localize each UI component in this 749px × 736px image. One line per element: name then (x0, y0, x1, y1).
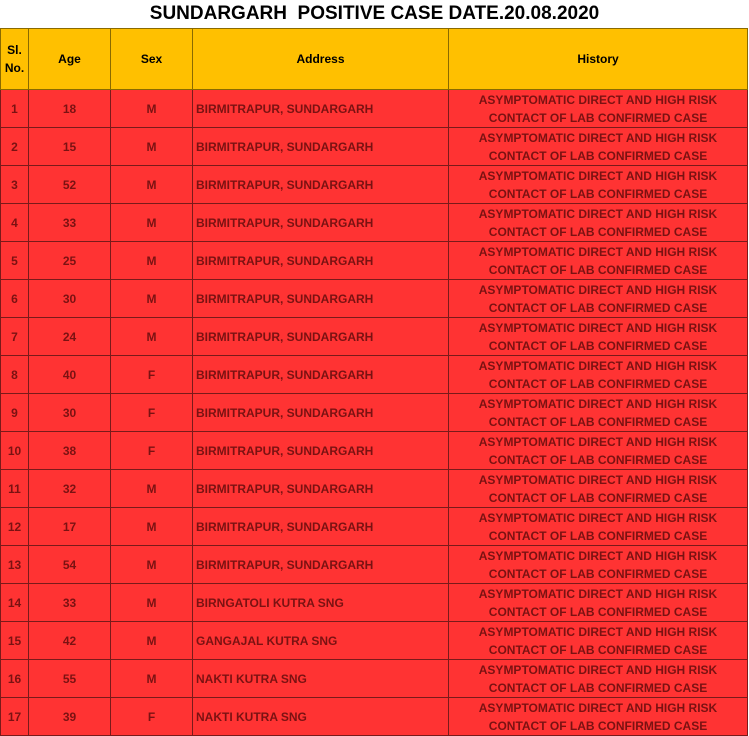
cell-address: GANGAJAL KUTRA SNG (193, 622, 449, 660)
cell-sl-no: 12 (1, 508, 29, 546)
cell-address: BIRMITRAPUR, SUNDARGARH (193, 356, 449, 394)
cell-address: BIRMITRAPUR, SUNDARGARH (193, 394, 449, 432)
cell-history: ASYMPTOMATIC DIRECT AND HIGH RISK CONTACT OF LAB CONFIRMED CASE (449, 166, 748, 204)
cell-age: 42 (29, 622, 111, 660)
cell-address: BIRMITRAPUR, SUNDARGARH (193, 432, 449, 470)
cell-age: 40 (29, 356, 111, 394)
table-row (1, 584, 748, 622)
cell-address: BIRMITRAPUR, SUNDARGARH (193, 90, 449, 128)
cell-sl-no: 14 (1, 584, 29, 622)
cell-sex: M (111, 660, 193, 698)
cell-age: 15 (29, 128, 111, 166)
cell-sex: M (111, 166, 193, 204)
table-row (1, 622, 748, 660)
cell-history: ASYMPTOMATIC DIRECT AND HIGH RISK CONTACT OF LAB CONFIRMED CASE (449, 584, 748, 622)
cell-sl-no: 17 (1, 698, 29, 736)
cell-sl-no: 6 (1, 280, 29, 318)
cell-sex: M (111, 242, 193, 280)
cell-age: 25 (29, 242, 111, 280)
cell-history: ASYMPTOMATIC DIRECT AND HIGH RISK CONTACT OF LAB CONFIRMED CASE (449, 394, 748, 432)
cell-sex: M (111, 584, 193, 622)
cell-history: ASYMPTOMATIC DIRECT AND HIGH RISK CONTACT OF LAB CONFIRMED CASE (449, 432, 748, 470)
table-header-row (1, 29, 748, 90)
cell-address: BIRNGATOLI KUTRA SNG (193, 584, 449, 622)
cell-history: ASYMPTOMATIC DIRECT AND HIGH RISK CONTACT OF LAB CONFIRMED CASE (449, 622, 748, 660)
cell-sl-no: 7 (1, 318, 29, 356)
positive-case-table (0, 28, 748, 736)
cell-sex: M (111, 90, 193, 128)
cell-address: BIRMITRAPUR, SUNDARGARH (193, 508, 449, 546)
cell-address: BIRMITRAPUR, SUNDARGARH (193, 204, 449, 242)
cell-address: BIRMITRAPUR, SUNDARGARH (193, 280, 449, 318)
cell-address: BIRMITRAPUR, SUNDARGARH (193, 546, 449, 584)
cell-sex: F (111, 356, 193, 394)
cell-age: 52 (29, 166, 111, 204)
header-sex: Sex (111, 29, 193, 90)
cell-age: 33 (29, 584, 111, 622)
cell-sex: F (111, 698, 193, 736)
cell-history: ASYMPTOMATIC DIRECT AND HIGH RISK CONTACT OF LAB CONFIRMED CASE (449, 280, 748, 318)
table-row (1, 470, 748, 508)
cell-sex: F (111, 394, 193, 432)
cell-sl-no: 4 (1, 204, 29, 242)
cell-sex: M (111, 622, 193, 660)
header-history: History (449, 29, 748, 90)
table-row (1, 242, 748, 280)
cell-sl-no: 3 (1, 166, 29, 204)
cell-age: 55 (29, 660, 111, 698)
document-title: SUNDARGARH POSITIVE CASE DATE.20.08.2020 (149, 3, 600, 24)
cell-address: NAKTI KUTRA SNG (193, 698, 449, 736)
cell-address: BIRMITRAPUR, SUNDARGARH (193, 470, 449, 508)
cell-history: ASYMPTOMATIC DIRECT AND HIGH RISK CONTACT OF LAB CONFIRMED CASE (449, 546, 748, 584)
cell-address: BIRMITRAPUR, SUNDARGARH (193, 166, 449, 204)
header-age: Age (29, 29, 111, 90)
header-sl-no: Sl. No. (1, 29, 29, 90)
cell-age: 24 (29, 318, 111, 356)
table-row (1, 698, 748, 736)
table-row (1, 356, 748, 394)
cell-age: 18 (29, 90, 111, 128)
cell-history: ASYMPTOMATIC DIRECT AND HIGH RISK CONTACT OF LAB CONFIRMED CASE (449, 318, 748, 356)
cell-sex: M (111, 128, 193, 166)
table-row (1, 280, 748, 318)
cell-history: ASYMPTOMATIC DIRECT AND HIGH RISK CONTACT OF LAB CONFIRMED CASE (449, 508, 748, 546)
table-row (1, 318, 748, 356)
table-body (1, 90, 748, 736)
cell-sex: M (111, 546, 193, 584)
cell-age: 33 (29, 204, 111, 242)
table-row (1, 432, 748, 470)
cell-sl-no: 2 (1, 128, 29, 166)
cell-sex: M (111, 508, 193, 546)
table-row (1, 128, 748, 166)
header-address: Address (193, 29, 449, 90)
cell-age: 30 (29, 280, 111, 318)
cell-address: BIRMITRAPUR, SUNDARGARH (193, 242, 449, 280)
cell-age: 17 (29, 508, 111, 546)
cell-history: ASYMPTOMATIC DIRECT AND HIGH RISK CONTACT OF LAB CONFIRMED CASE (449, 242, 748, 280)
table-row (1, 90, 748, 128)
cell-sl-no: 8 (1, 356, 29, 394)
cell-sl-no: 10 (1, 432, 29, 470)
cell-age: 30 (29, 394, 111, 432)
table-row (1, 204, 748, 242)
cell-sl-no: 11 (1, 470, 29, 508)
table-row (1, 508, 748, 546)
cell-sex: M (111, 204, 193, 242)
cell-history: ASYMPTOMATIC DIRECT AND HIGH RISK CONTACT OF LAB CONFIRMED CASE (449, 204, 748, 242)
cell-address: BIRMITRAPUR, SUNDARGARH (193, 318, 449, 356)
cell-sl-no: 15 (1, 622, 29, 660)
cell-sex: M (111, 318, 193, 356)
table-row (1, 546, 748, 584)
cell-sl-no: 16 (1, 660, 29, 698)
cell-history: ASYMPTOMATIC DIRECT AND HIGH RISK CONTACT OF LAB CONFIRMED CASE (449, 470, 748, 508)
cell-address: BIRMITRAPUR, SUNDARGARH (193, 128, 449, 166)
cell-sl-no: 1 (1, 90, 29, 128)
cell-age: 39 (29, 698, 111, 736)
table-row (1, 394, 748, 432)
cell-history: ASYMPTOMATIC DIRECT AND HIGH RISK CONTACT OF LAB CONFIRMED CASE (449, 356, 748, 394)
table-row (1, 166, 748, 204)
cell-age: 54 (29, 546, 111, 584)
cell-age: 38 (29, 432, 111, 470)
cell-sex: M (111, 280, 193, 318)
table-row (1, 660, 748, 698)
cell-sex: M (111, 470, 193, 508)
cell-history: ASYMPTOMATIC DIRECT AND HIGH RISK CONTACT OF LAB CONFIRMED CASE (449, 128, 748, 166)
cell-history: ASYMPTOMATIC DIRECT AND HIGH RISK CONTACT OF LAB CONFIRMED CASE (449, 660, 748, 698)
cell-history: ASYMPTOMATIC DIRECT AND HIGH RISK CONTACT OF LAB CONFIRMED CASE (449, 90, 748, 128)
cell-sl-no: 13 (1, 546, 29, 584)
cell-sex: F (111, 432, 193, 470)
cell-address: NAKTI KUTRA SNG (193, 660, 449, 698)
cell-sl-no: 9 (1, 394, 29, 432)
cell-sl-no: 5 (1, 242, 29, 280)
cell-age: 32 (29, 470, 111, 508)
cell-history: ASYMPTOMATIC DIRECT AND HIGH RISK CONTACT OF LAB CONFIRMED CASE (449, 698, 748, 736)
